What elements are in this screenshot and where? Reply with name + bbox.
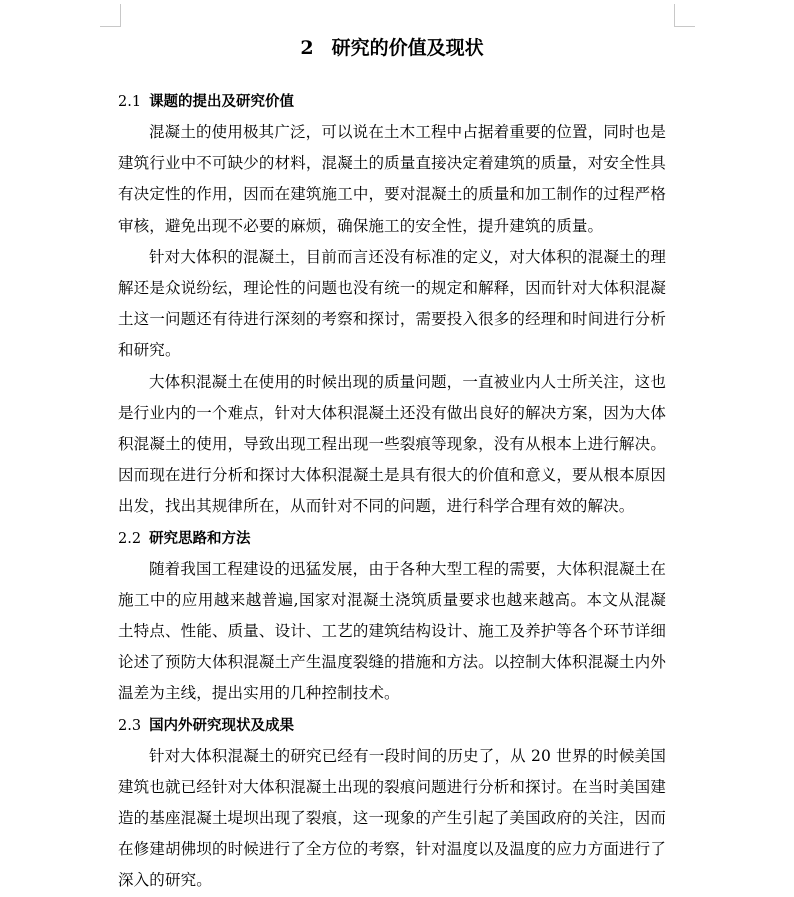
section-title: 研究思路和方法	[149, 529, 251, 547]
page-content	[118, 30, 666, 897]
section-title: 课题的提出及研究价值	[149, 93, 295, 110]
crop-mark-top-right	[674, 4, 695, 27]
crop-mark-top-left	[100, 4, 121, 27]
section-title: 国内外研究现状及成果	[149, 716, 295, 734]
chapter-title	[118, 30, 666, 66]
paragraph: 混凝土的使用极其广泛，可以说在土木工程中占据着重要的位置，同时也是建筑行业中不可缺少的材料，混凝土的质量直接决定着建筑的质量，对安全性具有决定性的作用，因而在建筑施工中，要对混凝土的质量和加工制作的过程严格审核，避免出现不必要的麻烦，确保施工的安全性，提升建筑的质量。	[118, 123, 666, 235]
section-number: 2.2	[118, 530, 142, 547]
section-number: 2.3	[118, 717, 142, 734]
section-heading-2-3	[118, 710, 666, 741]
paragraph: 针对大体积的混凝土，目前而言还没有标准的定义，对大体积的混凝土的理解还是众说纷纭，理论性的问题也没有统一的规定和解释，因而针对大体积混凝土这一问题还有待进行深刻的考察和探讨，需要投入很多的经理和时间进行分析和研究。	[118, 247, 666, 360]
paragraph: 针对大体积混凝土的研究已经有一段时间的历史了，从 20 世界的时候美国建筑也就已经针对大体积混凝土出现的裂痕问题进行分析和探讨。在当时美国建造的基座混凝土堤坝出现了裂痕，这一现象的产生引起了美国政府的关注，因而在修建胡佛坝的时候进行了全方位的考察，针对温度以及温度的应力方面进行了深入的研究。	[118, 746, 666, 890]
section-number: 2.1	[118, 94, 142, 110]
paragraph: 大体积混凝土在使用的时候出现的质量问题，一直被业内人士所关注，这也是行业内的一个难点，针对大体积混凝土还没有做出良好的解决方案，因为大体积混凝土的使用，导致出现工程出现一些裂痕等现象，没有从根本上进行解决。因而现在进行分析和探讨大体积混凝土是具有很大的价值和意义，要从根本原因出发，找出其规律所在，从而针对不同的问题，进行科学合理有效的解决。	[118, 372, 666, 516]
section-heading-2-2	[118, 523, 666, 554]
chapter-title-text: 研究的价值及现状	[331, 37, 484, 59]
paragraph: 随着我国工程建设的迅猛发展，由于各种大型工程的需要，大体积混凝土在施工中的应用越来越普遍,国家对混凝土浇筑质量要求也越来越高。本文从混凝土特点、性能、质量、设计、工艺的建筑结构设计、施工及养护等各个环节详细论述了预防大体积混凝土产生温度裂缝的措施和方法。以控制大体积混凝土内外温差为主线，提出实用的几种控制技术。	[118, 559, 666, 703]
section-heading-2-1	[118, 86, 666, 117]
chapter-number: 2	[300, 37, 314, 59]
